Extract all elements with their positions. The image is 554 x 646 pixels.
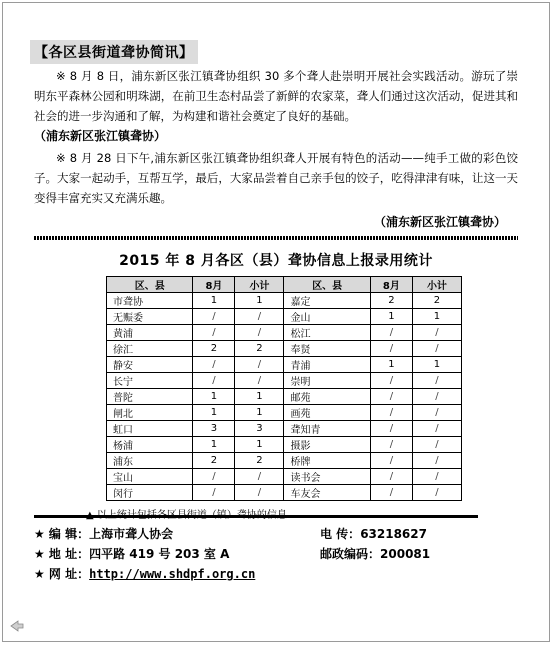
table-row	[107, 389, 462, 405]
table-row	[107, 421, 462, 437]
cell-district-1: 杨浦	[107, 437, 193, 453]
cell-district-2: 画苑	[284, 405, 370, 421]
cell-district-1: 无赈委	[107, 309, 193, 325]
table-row	[107, 293, 462, 309]
contact-footer	[34, 524, 504, 584]
cell-subtotal-1: 2	[235, 341, 284, 357]
cell-month-1: 2	[193, 453, 235, 469]
header-subtotal-2: 小计	[412, 277, 461, 293]
header-month-1: 8月	[193, 277, 235, 293]
cell-subtotal-2: /	[412, 437, 461, 453]
cell-subtotal-2: /	[412, 405, 461, 421]
table-row	[107, 437, 462, 453]
editor-value: 上海市聋人协会	[89, 527, 174, 541]
article-1-text: ※ 8 月 8 日，浦东新区张江镇聋协组织 30 多个聋人赴崇明开展社会实践活动。游玩了崇明东平森林公园和明珠湖，在前卫生态村品尝了新鲜的农家菜，聋人们通过这次活动，促进其和社会的进一步沟通和了解，为构建和谐社会奠定了良好的基础。	[34, 69, 518, 123]
cell-month-2: /	[370, 405, 412, 421]
table-row	[107, 325, 462, 341]
article-2-text: ※ 8 月 28 日下午,浦东新区张江镇聋协组织聋人开展有特色的活动——纯手工做的彩色饺子。大家一起动手，互帮互学，最后，大家品尝着自己亲手包的饺子，吃得津津有味，让这一天变得丰富充实又充满乐趣。	[34, 151, 518, 205]
cell-month-2: /	[370, 421, 412, 437]
editor-label: ★ 编 辑：	[34, 527, 90, 541]
table-note	[86, 506, 518, 521]
cell-month-2: 2	[370, 293, 412, 309]
cell-month-2: /	[370, 389, 412, 405]
cell-month-2: /	[370, 437, 412, 453]
cell-subtotal-2: /	[412, 389, 461, 405]
cell-month-1: /	[193, 357, 235, 373]
header-month-2: 8月	[370, 277, 412, 293]
cell-month-2: /	[370, 325, 412, 341]
cell-subtotal-1: 1	[235, 293, 284, 309]
cell-district-1: 普陀	[107, 389, 193, 405]
header-district-2: 区、县	[284, 277, 370, 293]
cell-subtotal-1: /	[235, 469, 284, 485]
address-value: 四平路 419 号 203 室 A	[89, 547, 230, 561]
cell-district-1: 闸北	[107, 405, 193, 421]
cell-subtotal-1: /	[235, 373, 284, 389]
cell-district-1: 黄浦	[107, 325, 193, 341]
cell-month-1: 1	[193, 293, 235, 309]
cell-subtotal-1: 2	[235, 453, 284, 469]
cell-district-2: 聋知青	[284, 421, 370, 437]
cell-district-2: 邮苑	[284, 389, 370, 405]
cell-subtotal-2: /	[412, 469, 461, 485]
postcode-label: 邮政编码：	[320, 547, 381, 561]
footer-row-website	[34, 564, 504, 584]
cell-district-2: 奉贤	[284, 341, 370, 357]
cell-subtotal-2: 2	[412, 293, 461, 309]
cell-district-1: 徐汇	[107, 341, 193, 357]
phone-label: 电 传：	[320, 527, 361, 541]
article-2-source: （浦东新区张江镇聋协）	[373, 215, 506, 229]
cell-month-1: /	[193, 469, 235, 485]
header-district-1: 区、县	[107, 277, 193, 293]
cell-subtotal-2: 1	[412, 309, 461, 325]
cell-subtotal-1: 1	[235, 389, 284, 405]
cell-month-2: 1	[370, 357, 412, 373]
table-row	[107, 453, 462, 469]
cell-district-1: 长宁	[107, 373, 193, 389]
article-1-source: （浦东新区张江镇聋协）	[34, 129, 167, 143]
back-arrow-icon[interactable]	[10, 620, 24, 632]
website-label: ★ 网 址：	[34, 567, 90, 581]
cell-subtotal-2: /	[412, 485, 461, 501]
cell-month-1: 1	[193, 437, 235, 453]
cell-subtotal-1: 3	[235, 421, 284, 437]
newsletter-content	[34, 40, 518, 521]
cell-district-2: 桥牌	[284, 453, 370, 469]
phone-value: 63218627	[360, 527, 427, 541]
section-title: 【各区县街道聋协简讯】	[30, 40, 198, 64]
cell-district-2: 摄影	[284, 437, 370, 453]
cell-district-1: 市聋协	[107, 293, 193, 309]
cell-district-1: 闵行	[107, 485, 193, 501]
cell-subtotal-2: /	[412, 373, 461, 389]
cell-month-1: 1	[193, 389, 235, 405]
cell-month-1: 1	[193, 405, 235, 421]
cell-subtotal-1: /	[235, 325, 284, 341]
table-title: 2015 年 8 月各区（县）聋协信息上报录用统计	[119, 253, 433, 269]
cell-district-2: 青浦	[284, 357, 370, 373]
cell-month-2: /	[370, 469, 412, 485]
cell-subtotal-1: /	[235, 357, 284, 373]
cell-district-1: 浦东	[107, 453, 193, 469]
table-row	[107, 485, 462, 501]
table-row	[107, 373, 462, 389]
table-row	[107, 341, 462, 357]
table-row	[107, 405, 462, 421]
postcode-value: 200081	[380, 547, 431, 561]
cell-month-2: /	[370, 373, 412, 389]
cell-month-2: /	[370, 485, 412, 501]
dotted-divider	[34, 236, 518, 240]
table-row	[107, 357, 462, 373]
cell-month-1: /	[193, 309, 235, 325]
cell-subtotal-1: /	[235, 485, 284, 501]
table-row	[107, 309, 462, 325]
cell-district-1: 静安	[107, 357, 193, 373]
cell-district-1: 虹口	[107, 421, 193, 437]
cell-month-1: /	[193, 325, 235, 341]
cell-month-1: /	[193, 485, 235, 501]
footer-row-address	[34, 544, 504, 564]
cell-subtotal-1: 1	[235, 437, 284, 453]
cell-subtotal-2: /	[412, 421, 461, 437]
cell-month-2: /	[370, 341, 412, 357]
cell-month-1: 2	[193, 341, 235, 357]
table-header-row	[107, 277, 462, 293]
cell-district-2: 读书会	[284, 469, 370, 485]
cell-month-1: 3	[193, 421, 235, 437]
cell-month-2: /	[370, 453, 412, 469]
cell-district-2: 嘉定	[284, 293, 370, 309]
footer-divider	[34, 515, 478, 518]
table-row	[107, 469, 462, 485]
cell-subtotal-2: /	[412, 341, 461, 357]
stats-table	[106, 276, 462, 501]
cell-subtotal-2: 1	[412, 357, 461, 373]
cell-month-1: /	[193, 373, 235, 389]
website-link[interactable]: http://www.shdpf.org.cn	[89, 567, 256, 581]
header-subtotal-1: 小计	[235, 277, 284, 293]
cell-month-2: 1	[370, 309, 412, 325]
address-label: ★ 地 址：	[34, 547, 90, 561]
cell-subtotal-2: /	[412, 325, 461, 341]
footer-row-editor	[34, 524, 504, 544]
cell-subtotal-2: /	[412, 453, 461, 469]
cell-subtotal-1: /	[235, 309, 284, 325]
cell-subtotal-1: 1	[235, 405, 284, 421]
cell-district-2: 崇明	[284, 373, 370, 389]
cell-district-2: 车友会	[284, 485, 370, 501]
cell-district-2: 松江	[284, 325, 370, 341]
cell-district-2: 金山	[284, 309, 370, 325]
stats-table-body	[107, 293, 462, 501]
cell-district-1: 宝山	[107, 469, 193, 485]
